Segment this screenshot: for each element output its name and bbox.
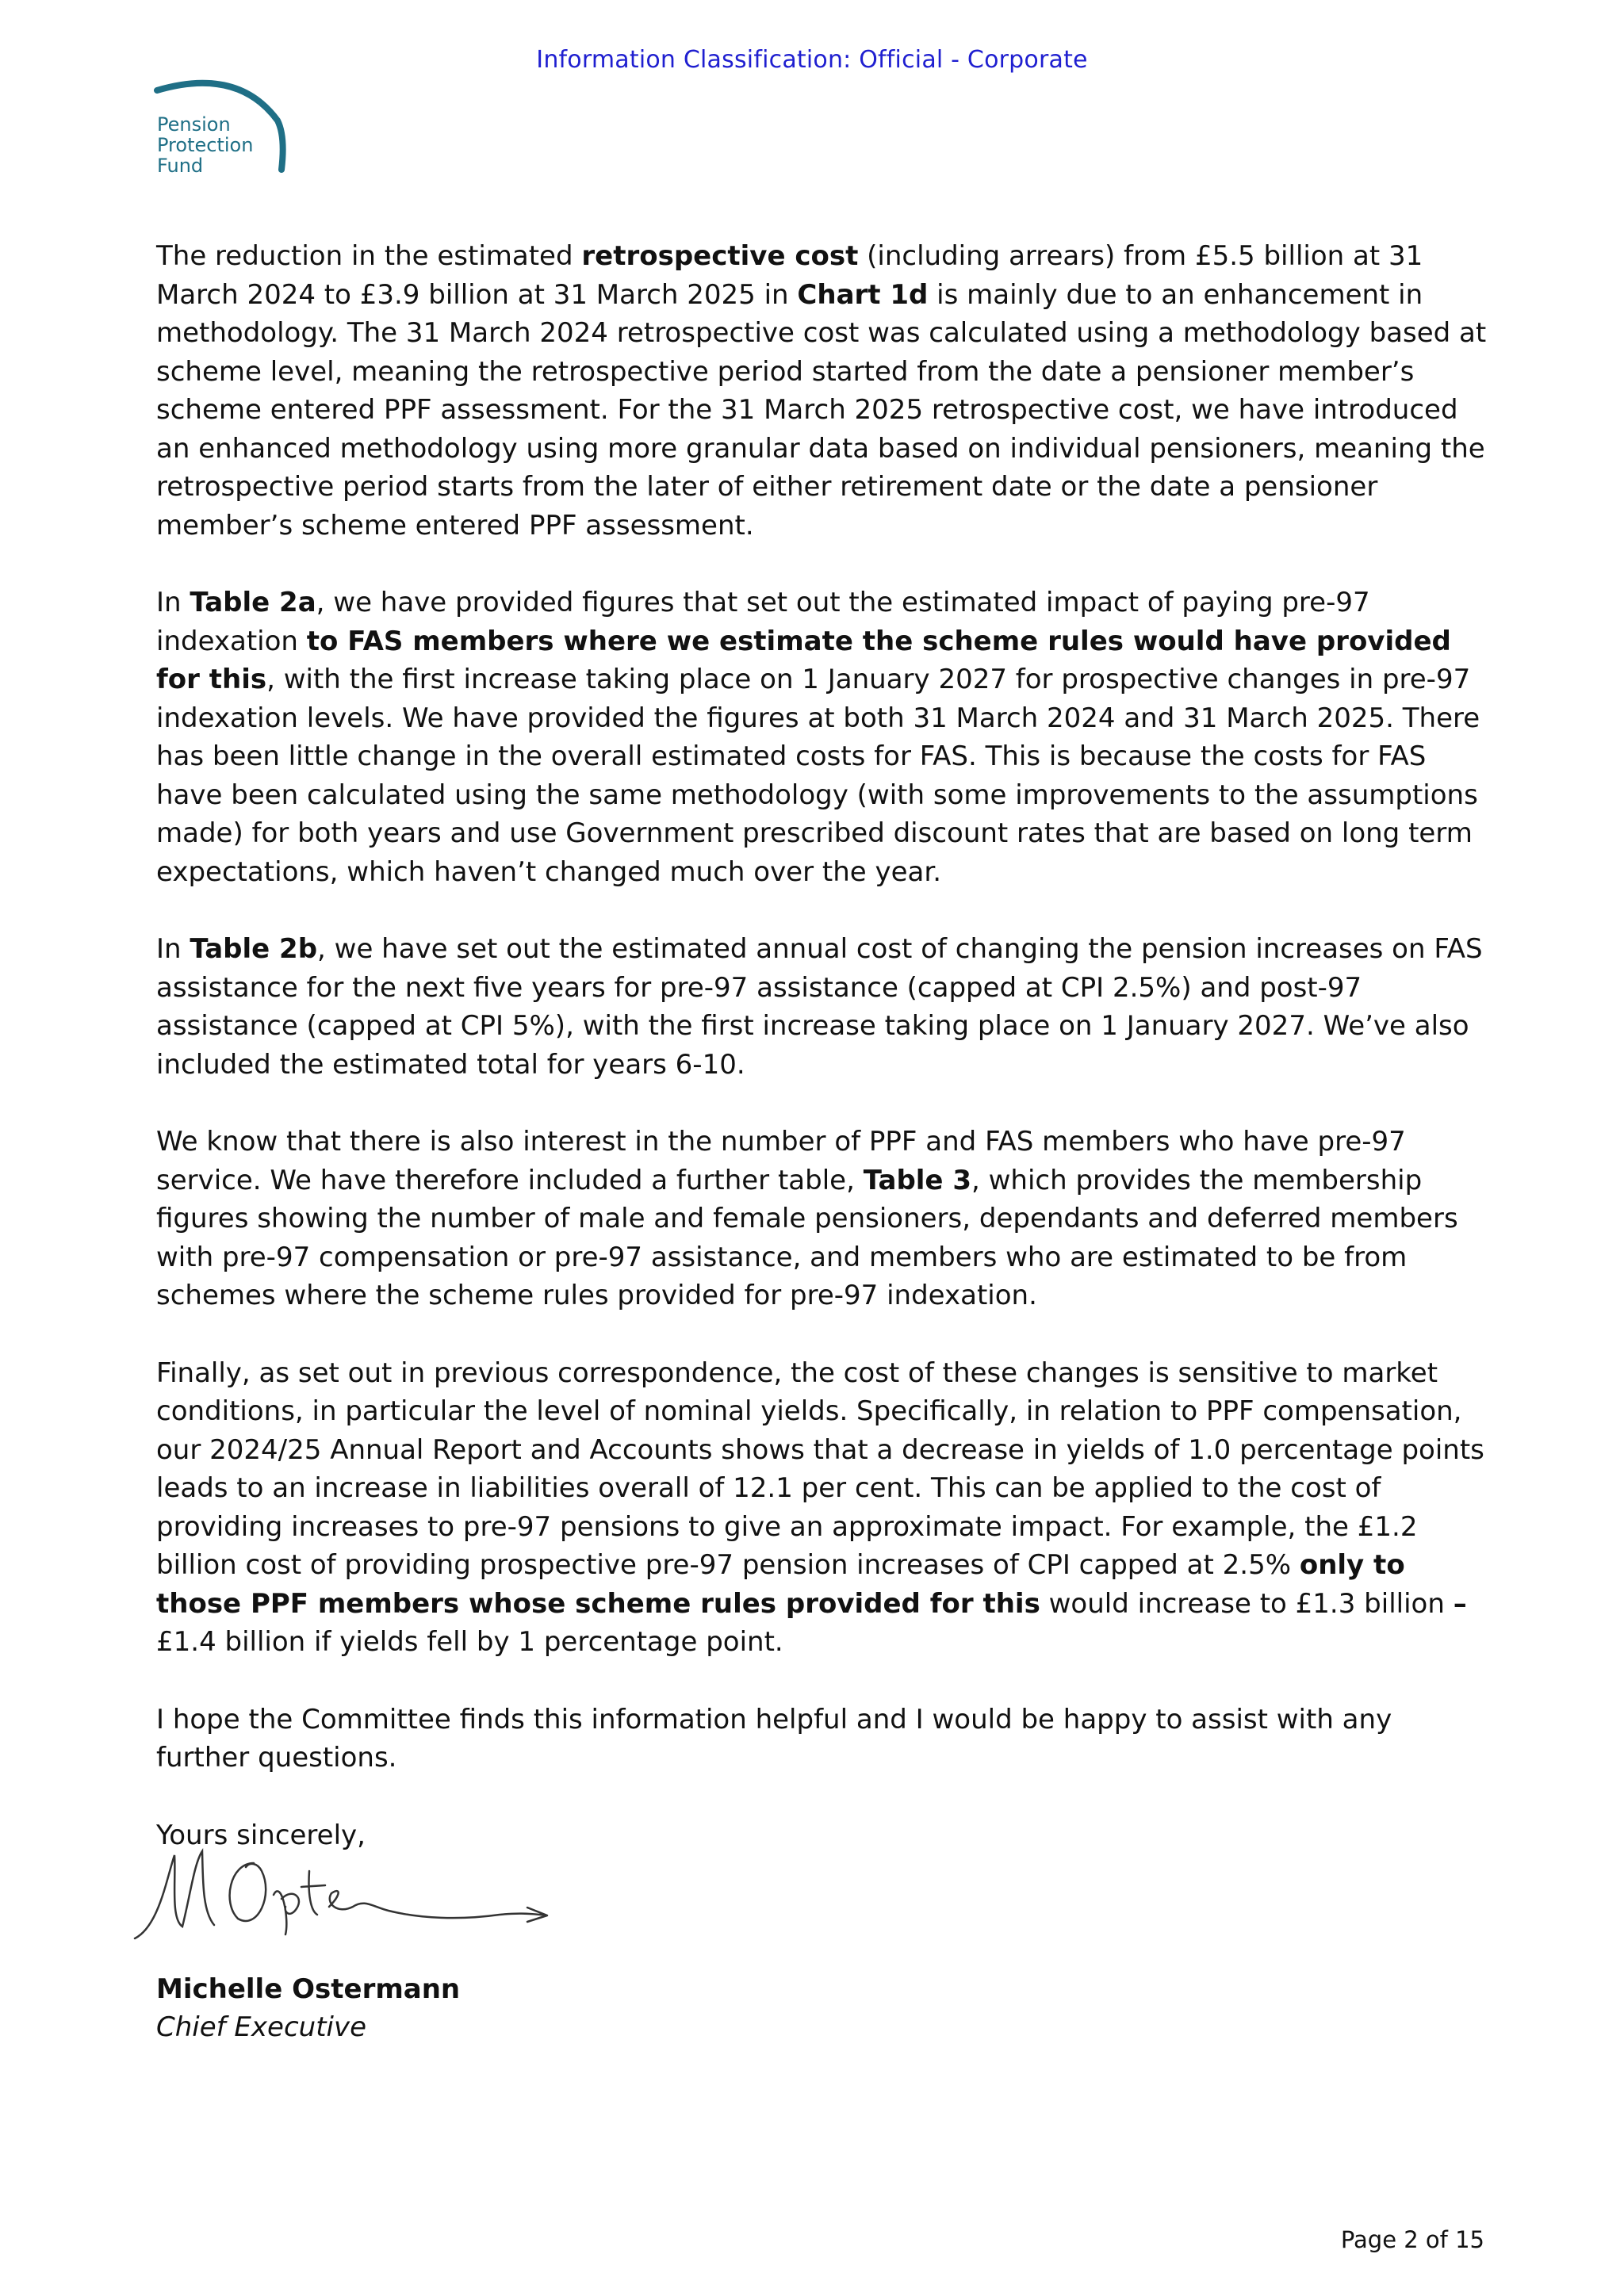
bold-text: only to those PPF members whose scheme rules provided for this [156,1549,1405,1620]
logo-line-3: Fund [157,155,204,177]
paragraph-text: Yours sincerely, [156,1819,366,1851]
bold-text: to FAS members where we estimate the scheme rules would have provided for this [156,625,1451,695]
signer-block [156,1970,460,2046]
paragraph-text: We know that there is also interest in the number of PPF and FAS members who have pre-97 service. We have therefore included a further table, [156,1126,1406,1196]
paragraph-text: Finally, as set out in previous correspondence, the cost of these changes is sensitive to market conditions, in particular the level of nominal yields. Specifically, in relation to PPF compensation, our 2024/25 Annual Report and Accounts shows that a decrease in yields of 1.0 percentage points leads to an increase in liabilities overall of 12.1 per cent. This can be applied to the cost of providing increases to pre-97 pensions to give an approximate impact. For example, the £1.2 billion cost of providing prospective pre-97 pension increases of CPI capped at 2.5% [156,1357,1484,1581]
paragraph-text: , we have provided figures that set out the estimated impact of paying pre-97 indexation [156,587,1370,657]
page-number: Page 2 of 15 [1340,2226,1484,2253]
bold-text: – [1453,1587,1467,1620]
paragraph-text: , we have set out the estimated annual cost of changing the pension increases on FAS assistance for the next five years for pre-97 assistance (capped at CPI 2.5%) and post-97 assistance (capped at CPI 5%), with the first increase taking place on 1 January 2027. We’ve also included the estimated total for years 6-10. [156,933,1483,1081]
bold-text: Table 3 [863,1164,971,1196]
signer-title: Chief Executive [156,2011,367,2043]
paragraph-text: In [156,933,190,965]
paragraph-text: would increase to £1.3 billion [1040,1587,1454,1620]
signer-name: Michelle Ostermann [156,1973,461,2005]
paragraph-text: is mainly due to an enhancement in methodology. The 31 March 2024 retrospective cost was calculated using a methodology based at scheme level, meaning the retrospective period started from the date a pensioner member’s scheme entered PPF assessment. For the 31 March 2025 retrospective cost, we have introduced an enhanced methodology using more granular data based on individual pensioners, meaning the retrospective period starts from the later of either retirement date or the date a pensioner member’s scheme entered PPF assessment. [156,278,1487,541]
paragraph-text: The reduction in the estimated [156,240,582,272]
paragraph-text: (including arrears) from £5.5 billion at 31 March 2024 to £3.9 billion at 31 March 2025 in [156,240,1423,311]
body-paragraph [156,930,1488,1084]
body-paragraph [156,584,1488,891]
body-paragraph [156,1354,1488,1662]
paragraph-text: In [156,587,190,618]
paragraph-text: I hope the Committee finds this information helpful and I would be happy to assist with any further questions. [156,1703,1392,1774]
bold-text: Table 2b [190,933,318,965]
bold-text: retrospective cost [581,240,859,272]
paragraph-text: , which provides the membership figures showing the number of male and female pensioners, dependants and deferred members with pre-97 compensation or pre-97 assistance, and members who are estimated to be from schemes where the scheme rules provided for pre-97 indexation. [156,1164,1458,1311]
logo-line-1: Pension [157,113,231,136]
classification-header: Information Classification: Official - Corporate [536,46,1088,74]
handwritten-signature [127,1831,571,1958]
logo-line-2: Protection [157,134,254,156]
paragraph-text: , with the first increase taking place on 1 January 2027 for prospective changes in pre-97 indexation levels. We have provided the figures at both 31 March 2024 and 31 March 2025. There has been little change in the overall estimated costs for FAS. This is because the costs for FAS have been calculated using the same methodology (with some improvements to the assumptions made) for both years and use Government prescribed discount rates that are based on long term expectations, which haven’t changed much over the year. [156,664,1480,888]
bold-text: Table 2a [190,587,316,618]
body-paragraph [156,1123,1488,1315]
body-paragraph [156,237,1488,545]
bold-text: Chart 1d [797,278,929,311]
body-paragraph [156,1701,1488,1777]
letter-body [156,237,1488,1893]
ppf-logo [151,73,293,184]
logo-text [157,114,253,176]
paragraph-text: £1.4 billion if yields fell by 1 percentage point. [156,1626,783,1658]
